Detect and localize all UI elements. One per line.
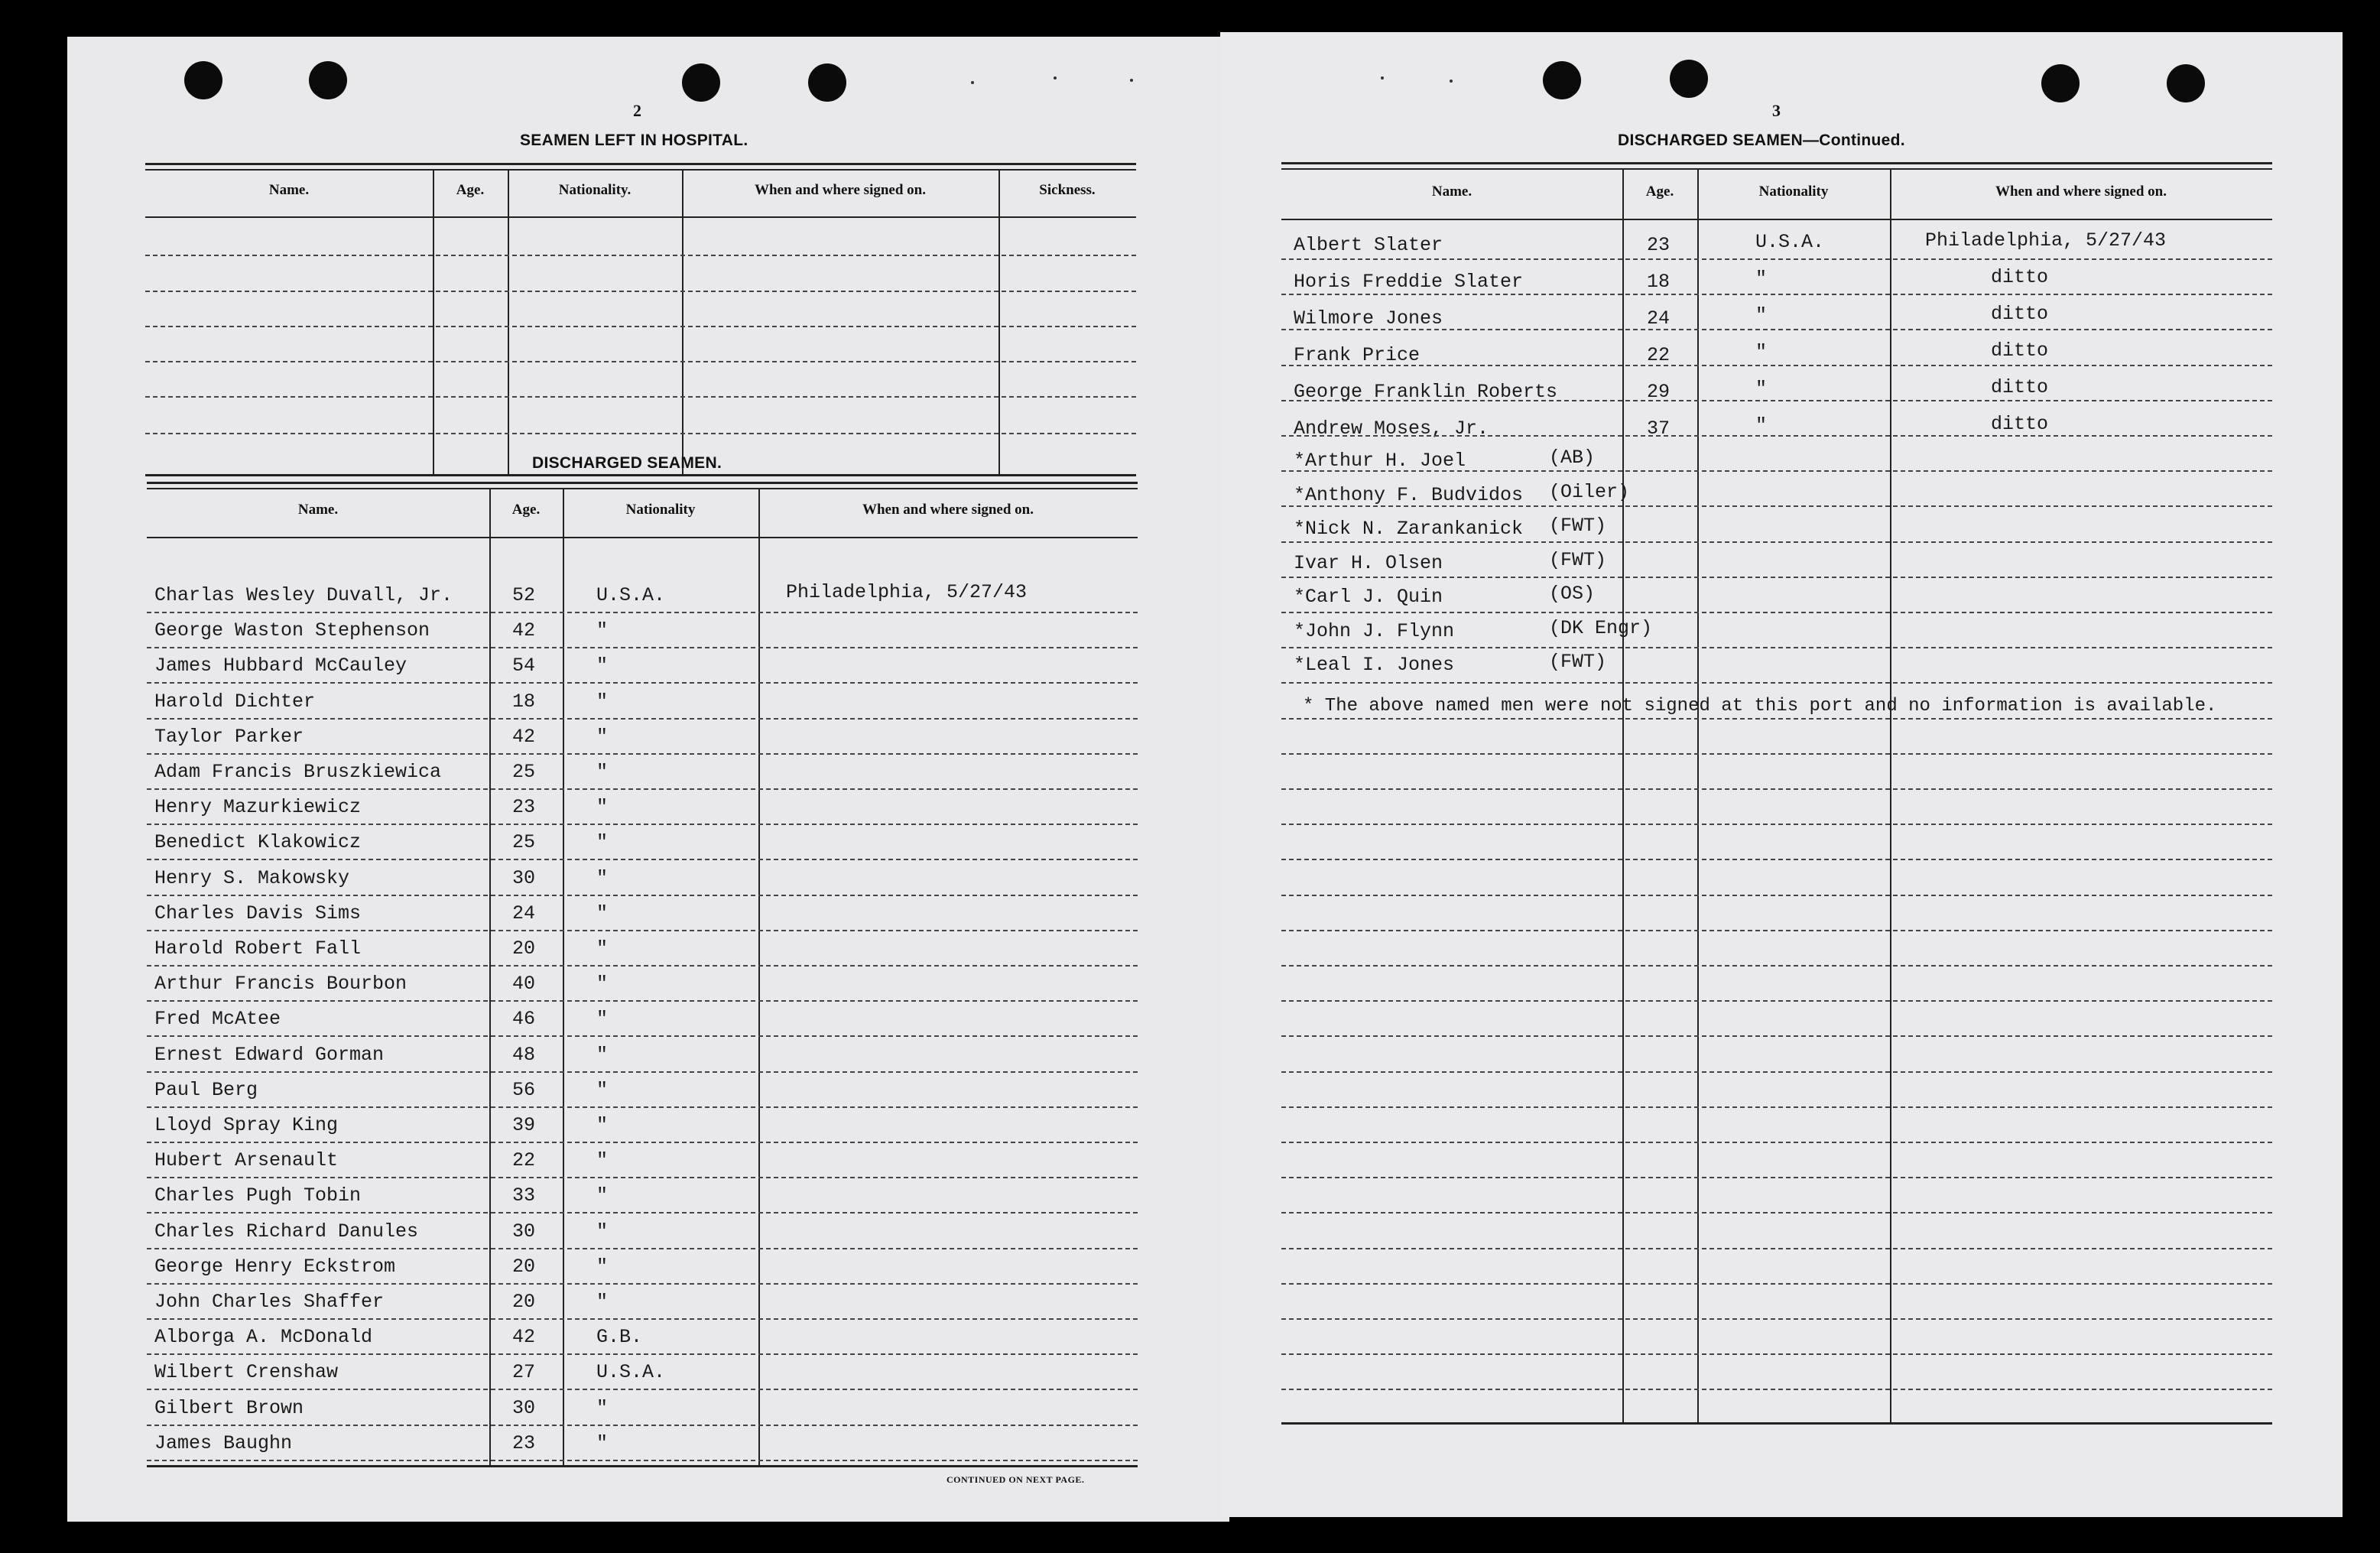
row-rule [1281,1035,2272,1037]
seaman-nationality: " [1755,378,1768,400]
row-rule [147,1460,1138,1461]
row-rule [147,753,1138,755]
row-rule [1281,1248,2272,1249]
seaman-age: 25 [512,831,536,853]
seaman-name: Albert Slater [1294,234,1443,256]
row-rule [1281,930,2272,931]
seaman-signed-on: ditto [1991,413,2049,435]
row-rule [147,895,1138,896]
continued-footer: CONTINUED ON NEXT PAGE. [946,1474,1085,1485]
seaman-nationality: " [596,1291,609,1313]
seaman-age: 42 [512,1326,536,1348]
seaman-age: 30 [512,867,536,889]
row-rule [1281,788,2272,790]
page-number: 2 [633,101,641,120]
row-rule [1281,1389,2272,1390]
seaman-age: 56 [512,1079,536,1101]
row-rule [147,1106,1138,1108]
seaman-age: 24 [512,902,536,924]
column-header-nationality: Nationality [1758,184,1829,200]
seaman-age: 37 [1647,417,1671,440]
seaman-age: 25 [512,761,536,783]
column-header-name: Name. [268,182,310,198]
seaman-nationality: " [596,1184,609,1207]
seaman-nationality: " [596,690,609,713]
row-rule [1281,965,2272,967]
row-rule [1281,1142,2272,1143]
seaman-nationality: " [596,761,609,783]
row-rule [1281,647,2272,648]
hospital-section-title: SEAMEN LEFT IN HOSPITAL. [520,132,748,149]
row-rule [147,965,1138,967]
row-rule [1281,682,2272,684]
seaman-signed-on: ditto [1991,340,2049,362]
row-rule [1281,258,2272,260]
column-header-nationality: Nationality [625,502,696,518]
row-rule [147,1071,1138,1073]
row-rule [147,859,1138,860]
row-rule [1281,577,2272,578]
page-number: 3 [1772,101,1781,120]
row-rule [1281,753,2272,755]
seaman-name: Fred McAtee [154,1008,281,1030]
seaman-nationality: " [1755,304,1768,327]
starred-name: Ivar H. Olsen [1294,552,1443,574]
seaman-nationality: " [596,1397,609,1419]
seaman-name: Hubert Arsenault [154,1149,339,1171]
seaman-nationality: " [596,973,609,995]
punch-hole [309,61,347,99]
seaman-name: Taylor Parker [154,726,304,748]
seaman-nationality: " [596,655,609,677]
row-rule [1281,1000,2272,1002]
section-title: DISCHARGED SEAMEN—Continued. [1618,132,1905,149]
row-rule [1281,541,2272,543]
seaman-name: Alborga A. McDonald [154,1326,373,1348]
row-rule [1281,365,2272,366]
seaman-signed-on: ditto [1991,303,2049,325]
seaman-nationality: " [596,1008,609,1030]
starred-name: *John J. Flynn [1294,620,1455,642]
row-rule [1281,1283,2272,1285]
row-rule [147,1353,1138,1355]
row-rule [147,612,1138,613]
column-header-name: Name. [1431,184,1472,200]
seaman-age: 54 [512,655,536,677]
row-rule [1281,470,2272,472]
starred-name: *Carl J. Quin [1294,586,1443,608]
seaman-age: 23 [512,796,536,818]
row-rule [147,1000,1138,1002]
seaman-age: 48 [512,1044,536,1066]
row-rule [1281,435,2272,437]
row-rule [1281,400,2272,401]
row-rule [147,682,1138,684]
seaman-age: 23 [512,1432,536,1454]
row-rule [147,1142,1138,1143]
seaman-nationality: " [596,726,609,748]
starred-name: *Nick N. Zarankanick [1294,518,1524,540]
seaman-age: 24 [1647,307,1671,330]
punch-hole [682,63,720,102]
seaman-age: 30 [512,1220,536,1243]
row-rule [147,718,1138,720]
seaman-name: Adam Francis Bruszkiewica [154,761,442,783]
column-header-signed-on: When and where signed on. [1995,184,2167,200]
column-header-sickness: Sickness. [1039,182,1096,198]
seaman-name: Frank Price [1294,344,1421,366]
punch-hole [2041,64,2080,102]
column-header-age: Age. [456,182,485,198]
seaman-age: 18 [1647,271,1671,293]
seaman-age: 18 [512,690,536,713]
row-rule [1281,895,2272,896]
seaman-name: Arthur Francis Bourbon [154,973,407,995]
starred-rating: (FWT) [1549,651,1607,673]
column-header-age: Age. [511,502,541,518]
right-page [1220,32,2343,1517]
seaman-age: 20 [512,937,536,960]
column-header-age: Age. [1645,184,1674,200]
seaman-age: 33 [512,1184,536,1207]
seaman-nationality: U.S.A. [596,584,666,606]
seaman-nationality: " [1755,414,1768,437]
starred-rating: (FWT) [1549,515,1607,537]
column-header-nationality: Nationality. [558,182,632,198]
seaman-age: 27 [512,1361,536,1383]
seaman-name: John Charles Shaffer [154,1291,385,1313]
seaman-nationality: " [596,937,609,960]
seaman-name: Charles Pugh Tobin [154,1184,362,1207]
left-page [67,37,1229,1522]
row-rule [147,1177,1138,1178]
row-rule [147,1425,1138,1426]
row-rule [1281,294,2272,295]
seaman-name: James Baughn [154,1432,293,1454]
row-rule [147,788,1138,790]
row-rule [147,1035,1138,1037]
seaman-nationality: " [596,1220,609,1243]
discharged-section-title: DISCHARGED SEAMEN. [532,454,722,472]
row-rule [1281,1071,2272,1073]
seaman-age: 46 [512,1008,536,1030]
row-rule [1281,329,2272,330]
seaman-nationality: U.S.A. [1755,231,1825,253]
punch-hole [808,63,846,102]
punch-hole [1670,60,1708,98]
starred-name: *Anthony F. Budvidos [1294,484,1524,506]
starred-rating: (DK Engr) [1549,617,1653,639]
row-rule [1281,1318,2272,1320]
seaman-age: 22 [512,1149,536,1171]
seaman-age: 20 [512,1291,536,1313]
punch-hole [1543,61,1581,99]
seaman-name: Charlas Wesley Duvall, Jr. [154,584,453,606]
seaman-name: Wilmore Jones [1294,307,1443,330]
row-rule [1281,824,2272,825]
seaman-nationality: G.B. [596,1326,643,1348]
starred-rating: (OS) [1549,583,1596,605]
column-header-signed-on: When and where signed on. [754,182,926,198]
seaman-age: 22 [1647,344,1671,366]
seaman-nationality: " [1755,341,1768,363]
seaman-name: Andrew Moses, Jr. [1294,417,1489,440]
row-rule [147,930,1138,931]
starred-rating: (Oiler) [1549,481,1630,503]
row-rule [1281,1177,2272,1178]
row-rule [147,824,1138,825]
seaman-age: 23 [1647,234,1671,256]
column-header-signed-on: When and where signed on. [862,502,1034,518]
row-rule [147,647,1138,648]
starred-name: *Leal I. Jones [1294,654,1455,676]
seaman-age: 42 [512,619,536,642]
seaman-nationality: " [596,619,609,642]
seaman-nationality: " [596,1432,609,1454]
seaman-nationality: " [596,1044,609,1066]
seaman-name: Horis Freddie Slater [1294,271,1524,293]
punch-hole [184,61,222,99]
seaman-age: 52 [512,584,536,606]
seaman-name: Wilbert Crenshaw [154,1361,339,1383]
seaman-age: 20 [512,1256,536,1278]
row-rule [1281,1353,2272,1355]
seaman-nationality: " [596,1114,609,1136]
row-rule [147,1283,1138,1285]
seaman-name: George Henry Eckstrom [154,1256,396,1278]
seaman-name: James Hubbard McCauley [154,655,407,677]
seaman-nationality: " [596,1149,609,1171]
seaman-nationality: " [596,796,609,818]
row-rule [147,1318,1138,1320]
seaman-name: Charles Davis Sims [154,902,362,924]
row-rule [1281,505,2272,507]
row-rule [1281,1106,2272,1108]
seaman-age: 39 [512,1114,536,1136]
row-rule [1281,859,2272,860]
punch-hole [2167,64,2205,102]
seaman-nationality: " [596,867,609,889]
starred-rating: (AB) [1549,447,1596,469]
seaman-age: 29 [1647,381,1671,403]
column-header-name: Name. [297,502,339,518]
row-rule [1281,718,2272,720]
seaman-age: 40 [512,973,536,995]
footnote: * The above named men were not signed at this port and no information is available. [1303,696,2217,716]
row-rule [147,1389,1138,1390]
row-rule [147,1248,1138,1249]
row-rule [147,1212,1138,1213]
seaman-name: Paul Berg [154,1079,258,1101]
starred-name: *Arthur H. Joel [1294,450,1466,472]
seaman-age: 42 [512,726,536,748]
seaman-signed-on: Philadelphia, 5/27/43 [786,581,1028,603]
seaman-name: Gilbert Brown [154,1397,304,1419]
seaman-name: Harold Dichter [154,690,316,713]
seaman-name: Henry S. Makowsky [154,867,350,889]
seaman-name: Benedict Klakowicz [154,831,362,853]
seaman-name: Charles Richard Danules [154,1220,419,1243]
seaman-age: 30 [512,1397,536,1419]
seaman-name: Ernest Edward Gorman [154,1044,385,1066]
seaman-nationality: U.S.A. [596,1361,666,1383]
seaman-signed-on: Philadelphia, 5/27/43 [1925,229,2167,252]
seaman-nationality: " [1755,268,1768,290]
row-rule [1281,1212,2272,1213]
seaman-name: Lloyd Spray King [154,1114,339,1136]
seaman-name: George Waston Stephenson [154,619,430,642]
seaman-name: George Franklin Roberts [1294,381,1558,403]
seaman-nationality: " [596,1256,609,1278]
seaman-nationality: " [596,902,609,924]
seaman-name: Henry Mazurkiewicz [154,796,362,818]
seaman-signed-on: ditto [1991,376,2049,398]
seaman-signed-on: ditto [1991,266,2049,288]
seaman-nationality: " [596,1079,609,1101]
seaman-nationality: " [596,831,609,853]
seaman-name: Harold Robert Fall [154,937,362,960]
starred-rating: (FWT) [1549,549,1607,571]
row-rule [1281,612,2272,613]
